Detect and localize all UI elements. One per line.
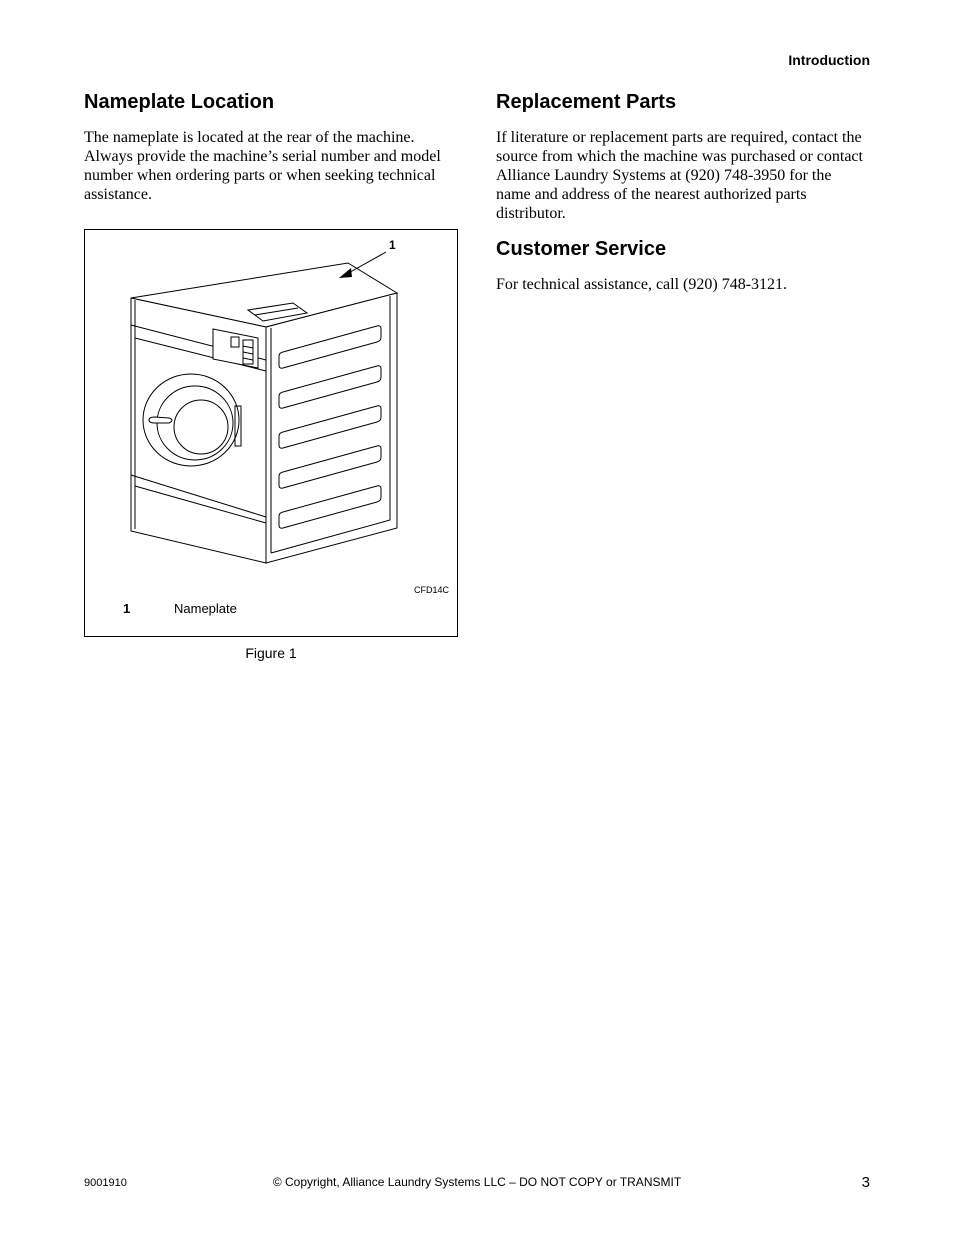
nameplate-section: [84, 90, 458, 204]
customer-service-body: For technical assistance, call (920) 748-3121.: [496, 276, 788, 293]
washer-illustration: [85, 230, 457, 636]
copyright-notice: © Copyright, Alliance Laundry Systems LLC – DO NOT COPY or TRANSMIT: [272, 1175, 682, 1189]
replacement-body: If literature or replacement parts are required, contact the source from which the machine was purchased or contact Alliance Laundry Systems at (920) 748-3950 for the name and address of the nearest authorized parts distributor.: [496, 129, 863, 222]
figure-callout-1: 1: [389, 238, 396, 252]
figure-code: CFD14C: [413, 585, 449, 595]
figure-1: [84, 229, 458, 637]
nameplate-body: The nameplate is located at the rear of the machine. Always provide the machine’s serial number and model number when ordering parts or when seeking technical assistance.: [84, 129, 441, 203]
legend-number: 1: [123, 601, 131, 616]
replacement-heading: Replacement Parts: [496, 91, 677, 113]
legend-label: Nameplate: [174, 601, 237, 616]
document-number: 9001910: [84, 1177, 127, 1189]
right-column: [496, 90, 870, 294]
customer-service-heading: Customer Service: [496, 238, 667, 260]
running-head: Introduction: [788, 52, 870, 68]
nameplate-heading: Nameplate Location: [84, 91, 275, 113]
figure-caption: Figure 1: [245, 645, 297, 661]
page-number: 3: [861, 1174, 870, 1191]
